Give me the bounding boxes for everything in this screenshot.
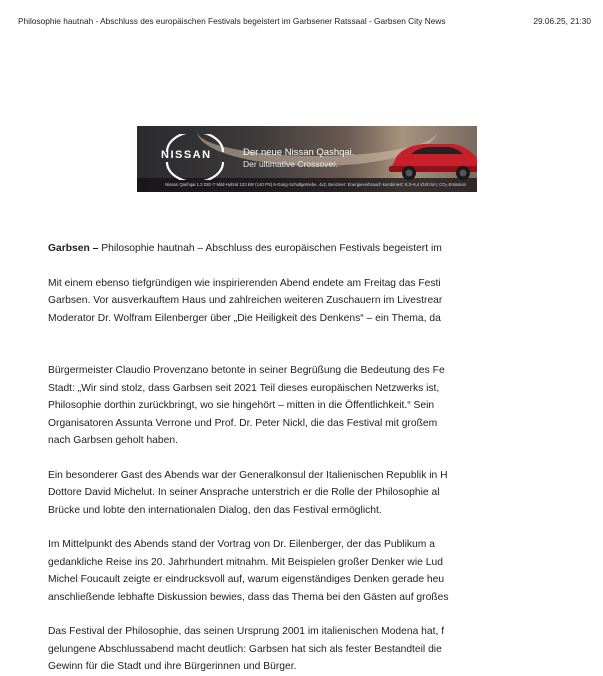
ad-subline: Der ultimative Crossover. [243, 159, 338, 169]
paragraph-line: Brücke und lobte den internationalen Dialog, den das Festival ermöglicht. [48, 504, 382, 516]
paragraph-line: Ein besonderer Gast des Abends war der Generalkonsul der Italienischen Republik in H [48, 469, 448, 481]
article-paragraph [48, 275, 476, 328]
paragraph-line: Das Festival der Philosophie, das seinen Ursprung 2001 im italienischen Modena hat, f [48, 626, 445, 637]
article-lead [48, 240, 476, 258]
paragraph-line: Im Mittelpunkt des Abends stand der Vortrag von Dr. Eilenberger, der das Publikum a [48, 539, 435, 550]
article-body [48, 240, 476, 676]
article-paragraph [48, 362, 476, 450]
paragraph-line: Stadt: „Wir sind stolz, dass Garbsen seit 2021 Teil dieses europäischen Netzwerks ist, [48, 382, 440, 394]
ad-brand-wordmark: NISSAN [161, 149, 212, 161]
paragraph-line: nach Garbsen geholt haben. [48, 435, 178, 446]
article-paragraph [48, 623, 476, 676]
paragraph-line: Organisatoren Assunta Verrone und Prof. Dr. Peter Nickl, die das Festival mit großem [48, 417, 438, 429]
article-dateline: Garbsen – [48, 243, 99, 254]
paragraph-line: Garbsen. Vor ausverkauftem Haus und zahlreichen weiteren Zuschauern im Livestrear [48, 295, 443, 306]
paragraph-line: Gewinn für die Stadt und ihre Bürgerinnen und Bürger. [48, 661, 297, 672]
car-image-icon [383, 134, 477, 182]
print-page-title: Philosophie hautnah - Abschluss des europäischen Festivals begeistert im Garbsener Ratssaal - Garbsen City News [18, 16, 446, 26]
nissan-ad-banner[interactable] [137, 126, 477, 192]
article-paragraph [48, 467, 476, 520]
paragraph-line: Dottore David Michelut. In seiner Ansprache unterstrich er die Rolle der Philosophie al [48, 487, 440, 498]
paragraph-line: gedankliche Reise ins 20. Jahrhundert mitnahm. Mit Beispielen großer Denker wie Lud [48, 556, 443, 568]
article-paragraph [48, 536, 476, 606]
paragraph-line: Mit einem ebenso tiefgründigen wie inspirierenden Abend endete am Freitag das Festi [48, 277, 441, 289]
paragraph-line: Philosophie dorthin zurückbringt, wo sie hingehört – mitten in die Öffentlichkeit.“ Sein [48, 400, 435, 411]
paragraph-line: Bürgermeister Claudio Provenzano betonte in seiner Begrüßung die Bedeutung des Fe [48, 365, 445, 376]
paragraph-line: gelungene Abschlussabend macht deutlich: Garbsen hat sich als fester Bestandteil die [48, 643, 442, 655]
article-lead-text: Philosophie hautnah – Abschluss des europäischen Festivals begeistert im [98, 243, 442, 254]
paragraph-line: anschließende lebhafte Diskussion bewies, dass das Thema bei den Gästen auf großes [48, 591, 449, 603]
paragraph-line: Moderator Dr. Wolfram Eilenberger über „Die Heiligkeit des Denkens“ – ein Thema, da [48, 312, 441, 324]
ad-headline: Der neue Nissan Qashqai. [243, 147, 355, 158]
print-datetime: 29.06.25, 21:30 [533, 16, 591, 26]
ad-disclaimer: Nissan Qashqai 1.3 DIG-T Mild-Hybrid 103 kW (140 PS) 6-Gang-Schaltgetriebe, 4x2, Benziner: Energieverbrauch kombiniert: 6,3–6,4 l/100 km; CO₂-Emission [165, 182, 467, 187]
paragraph-line: Michel Foucault zeigte er eindrucksvoll auf, warum eigenständiges Denken gerade heu [48, 574, 445, 585]
print-header [18, 13, 591, 29]
